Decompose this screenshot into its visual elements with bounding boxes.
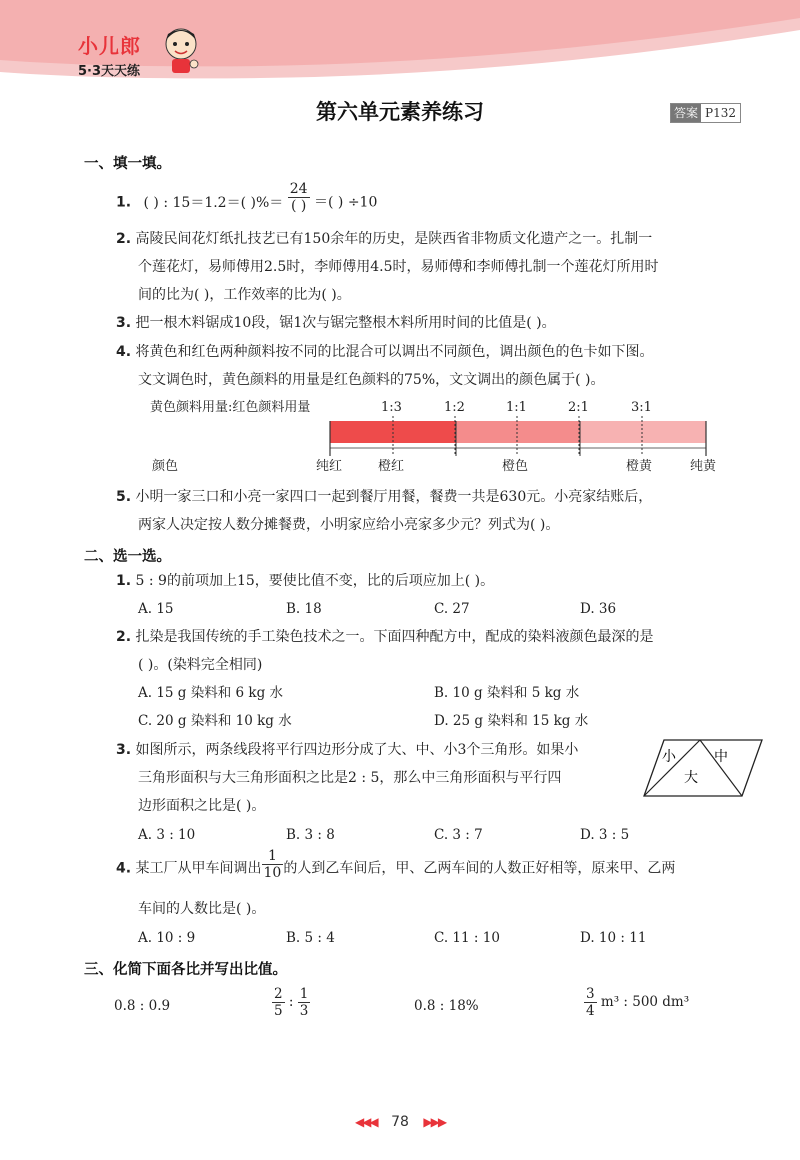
q3-line1: 把一根木料锯成10段，锯1次与锯完整根木料所用时间的比值是( )。 <box>135 315 556 331</box>
option-b[interactable]: B. 18 <box>286 601 322 617</box>
ratio-tick-label: 1:1 <box>506 400 527 415</box>
label-mid: 中 <box>714 749 728 765</box>
ratio-sep: : <box>288 994 294 1010</box>
s2q2-line1: 扎染是我国传统的手工染色技术之一。下面四种配方中，配成的染料液颜色最深的是 <box>135 629 654 645</box>
q5-line1: 小明一家三口和小亮一家四口一起到餐厅用餐，餐费一共是630元。小亮家结账后， <box>135 489 653 505</box>
expr-2 <box>272 986 310 1019</box>
option-d[interactable]: D. 3 : 5 <box>580 827 630 843</box>
q2-line2: 个莲花灯，易师傅用2.5时，李师傅用4.5时，易师傅和李师傅扎制一个莲花灯所用时 <box>138 259 659 275</box>
q-number: 5. <box>116 489 132 505</box>
ratio-tick-label: 1:3 <box>381 400 402 415</box>
q-number: 4. <box>116 860 132 877</box>
s2-q2 <box>116 628 654 646</box>
ratio-tick-label: 2:1 <box>568 400 589 415</box>
option-b[interactable]: B. 3 : 8 <box>286 827 335 843</box>
ratio-tick-label: 3:1 <box>631 400 652 415</box>
section-1-heading: 一、填一填。 <box>84 156 171 172</box>
option-d[interactable]: D. 10 : 11 <box>580 930 647 946</box>
expr-1: 0.8 : 0.9 <box>114 998 171 1014</box>
s1-q3 <box>116 314 556 332</box>
answer-page: P132 <box>705 106 736 120</box>
q2-line3: 间的比为( )，工作效率的比为( )。 <box>138 287 351 303</box>
expr-4-rest: m³ : 500 dm³ <box>600 994 690 1010</box>
frac-b <box>298 986 311 1019</box>
option-a[interactable]: A. 15 <box>138 601 174 617</box>
s1-q5 <box>116 488 652 506</box>
page-title: 第六单元素养练习 <box>316 100 484 124</box>
frac-num: 1 <box>299 986 309 1002</box>
section-3-heading: 三、化简下面各比并写出比值。 <box>84 962 287 978</box>
q1-frac-num: 24 <box>289 181 308 197</box>
colour-band-yellow <box>580 421 706 443</box>
s2q4-fraction <box>262 848 284 881</box>
s2-q1 <box>116 572 494 590</box>
ratio-tick-label: 1:2 <box>444 400 465 415</box>
q2-line1: 高陵民间花灯纸扎技艺已有150余年的历史，是陕西省非物质文化遗产之一。扎制一 <box>135 231 653 247</box>
s2q3-line2: 三角形面积与大三角形面积之比是2 : 5，那么中三角形面积与平行四 <box>138 770 562 786</box>
option-d[interactable]: D. 25 g 染料和 15 kg 水 <box>434 713 589 729</box>
s2q3-line3: 边形面积之比是( )。 <box>138 798 266 814</box>
q-number: 2. <box>116 629 132 645</box>
label-small: 小 <box>662 749 676 765</box>
s1-q1 <box>116 181 378 214</box>
frac-den: 3 <box>299 1003 309 1019</box>
frac-den: 5 <box>274 1003 283 1019</box>
s2-q4 <box>116 848 676 881</box>
ratio-axis-label: 黄色颜料用量:红色颜料用量 <box>150 400 311 415</box>
s1-q2 <box>116 230 652 248</box>
s2q1-line1: 5 : 9的前项加上15，要使比值不变，比的后项应加上( )。 <box>135 573 495 589</box>
next-arrows-icon: ▶▶▶ <box>423 1115 446 1129</box>
q1-text-b: ＝( ) ÷10 <box>314 194 378 211</box>
option-a[interactable]: A. 10 : 9 <box>138 930 196 946</box>
frac-den: 10 <box>263 865 282 881</box>
s1-q4 <box>116 343 654 361</box>
answer-reference <box>670 103 741 123</box>
option-c[interactable]: C. 11 : 10 <box>434 930 500 946</box>
frac-num: 1 <box>262 848 284 865</box>
expr-3: 0.8 : 18% <box>414 998 479 1014</box>
colour-name: 橙色 <box>502 459 529 474</box>
option-a[interactable]: A. 15 g 染料和 6 kg 水 <box>138 685 284 701</box>
colour-name: 纯红 <box>316 459 343 474</box>
q-number: 1. <box>116 573 132 589</box>
option-b[interactable]: B. 5 : 4 <box>286 930 335 946</box>
option-c[interactable]: C. 3 : 7 <box>434 827 483 843</box>
q-number: 3. <box>116 315 132 331</box>
colour-band-orange <box>456 421 580 443</box>
frac-a <box>272 986 285 1019</box>
mascot-icon <box>160 22 202 76</box>
q1-fraction <box>288 181 310 214</box>
parallelogram-figure <box>642 736 766 800</box>
q-number: 1. <box>116 194 132 211</box>
frac-num: 3 <box>586 986 595 1002</box>
colour-name: 橙红 <box>378 459 405 474</box>
q-number: 2. <box>116 231 132 247</box>
q-number: 3. <box>116 742 132 758</box>
answer-label: 答案 <box>671 104 701 122</box>
colour-name: 纯黄 <box>690 459 717 474</box>
frac-den: 4 <box>586 1003 595 1019</box>
q1-text-a: ( ) : 15＝1.2＝( )%＝ <box>143 194 284 211</box>
prev-arrows-icon: ◀◀◀ <box>354 1115 377 1129</box>
q5-line2: 两家人决定按人数分摊餐费，小明家应给小亮家多少元？列式为( )。 <box>138 517 560 533</box>
brand-logo: 小儿郎 <box>78 34 141 58</box>
colour-name: 橙黄 <box>626 459 653 474</box>
section-2-heading: 二、选一选。 <box>84 549 171 565</box>
option-d[interactable]: D. 36 <box>580 601 617 617</box>
s2q2-line2: ( )。(染料完全相同) <box>138 657 263 673</box>
colour-card <box>320 416 720 458</box>
colour-axis-label: 颜色 <box>152 459 179 474</box>
page-number: 78 <box>391 1114 409 1130</box>
label-big: 大 <box>684 770 698 786</box>
s2q4-text-b: 的人到乙车间后，甲、乙两车间的人数正好相等，原来甲、乙两 <box>283 860 676 877</box>
s2q3-line1: 如图所示，两条线段将平行四边形分成了大、中、小3个三角形。如果小 <box>135 742 579 758</box>
brand-subtitle: 5·3天天练 <box>78 64 141 79</box>
s2q4-text-a: 某工厂从甲车间调出 <box>135 860 262 877</box>
s2-q3 <box>116 741 578 759</box>
frac-a <box>584 986 597 1019</box>
q-number: 4. <box>116 344 132 360</box>
s2q4-line2: 车间的人数比是( )。 <box>138 901 266 917</box>
option-c[interactable]: C. 27 <box>434 601 470 617</box>
expr-4 <box>584 986 689 1019</box>
page-footer <box>0 1114 800 1130</box>
q4-line2: 文文调色时，黄色颜料的用量是红色颜料的75%，文文调出的颜色属于( )。 <box>138 372 605 388</box>
frac-num: 2 <box>274 986 283 1002</box>
option-b[interactable]: B. 10 g 染料和 5 kg 水 <box>434 685 580 701</box>
option-c[interactable]: C. 20 g 染料和 10 kg 水 <box>138 713 292 729</box>
option-a[interactable]: A. 3 : 10 <box>138 827 196 843</box>
q1-frac-den: ( ) <box>290 198 307 214</box>
q4-line1: 将黄色和红色两种颜料按不同的比混合可以调出不同颜色，调出颜色的色卡如下图。 <box>135 344 654 360</box>
